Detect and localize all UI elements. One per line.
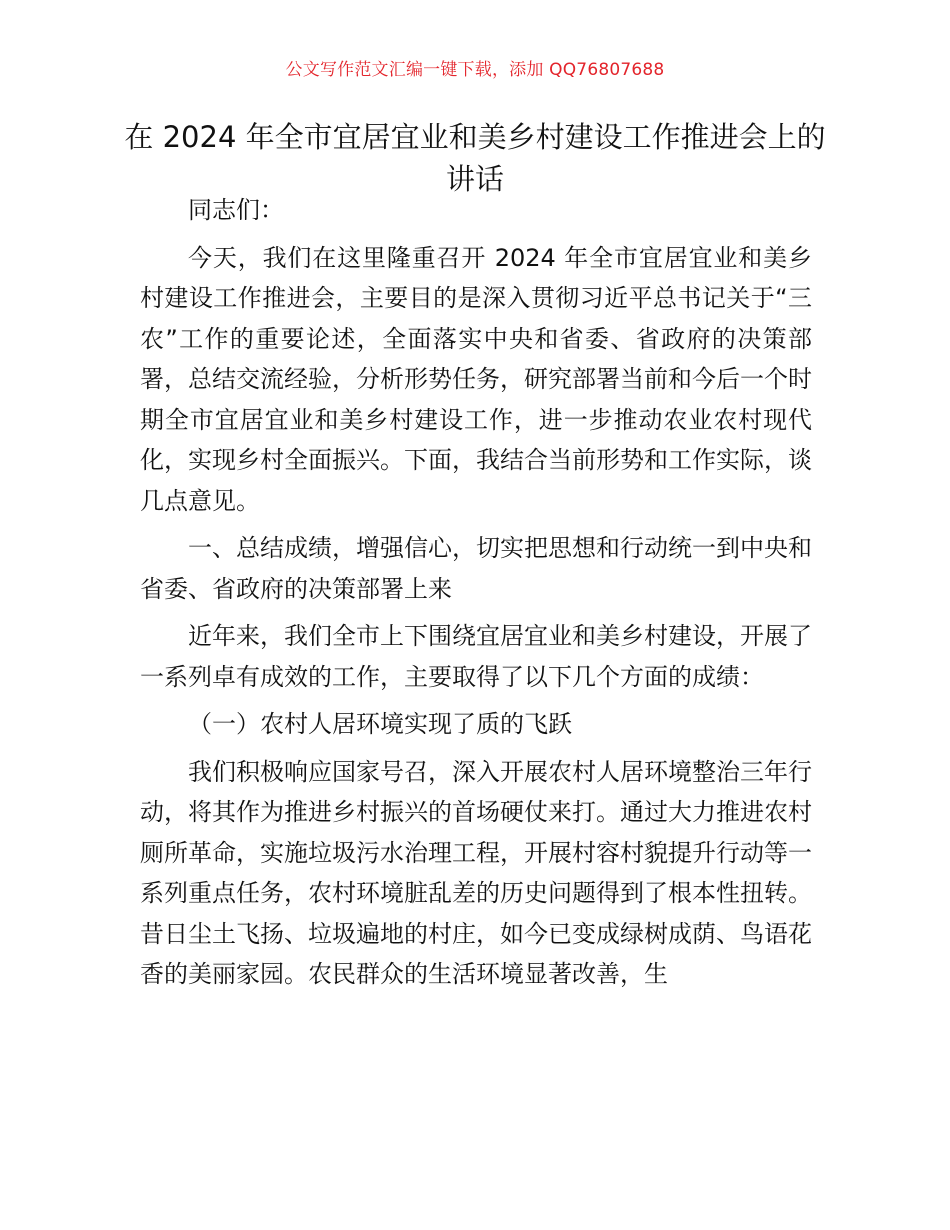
paragraph-environment: 我们积极响应国家号召，深入开展农村人居环境整治三年行动，将其作为推进乡村振兴的首场硬仗来打。通过大力推进农村厕所革命，实施垃圾污水治理工程，开展村容村貌提升行动等一系列重点任务，农村环境脏乱差的历史问题得到了根本性扭转。昔日尘土飞扬、垃圾遍地的村庄，如今已变成绿树成荫、鸟语花香的美丽家园。农民群众的生活环境显著改善，生 xyxy=(140,757,812,988)
salutation: 同志们： xyxy=(188,196,284,224)
paragraph-intro: 今天，我们在这里隆重召开 2024 年全市宜居宜业和美乡村建设工作推进会，主要目的是深入贯彻习近平总书记关于“三农”工作的重要论述，全面落实中央和省委、省政府的决策部署，总结交流经验，分析形势任务，研究部署当前和今后一个时期全市宜居宜业和美乡村建设工作，进一步推动农业农村现代化，实现乡村全面振兴。下面，我结合当前形势和工作实际，谈几点意见。 xyxy=(140,243,812,515)
document-title: 在 2024 年全市宜居宜业和美乡村建设工作推进会上的讲话 xyxy=(124,120,826,196)
subsection-heading-1: （一）农村人居环境实现了质的飞跃 xyxy=(188,710,572,738)
section-heading-1: 一、总结成绩，增强信心，切实把思想和行动统一到中央和省委、省政府的决策部署上来 xyxy=(140,534,812,603)
paragraph-achievements: 近年来，我们全市上下围绕宜居宜业和美乡村建设，开展了一系列卓有成效的工作，主要取得了以下几个方面的成绩： xyxy=(140,622,812,691)
document-body xyxy=(140,190,812,995)
download-notice: 公文写作范文汇编一键下载，添加 QQ76807688 xyxy=(285,60,665,80)
